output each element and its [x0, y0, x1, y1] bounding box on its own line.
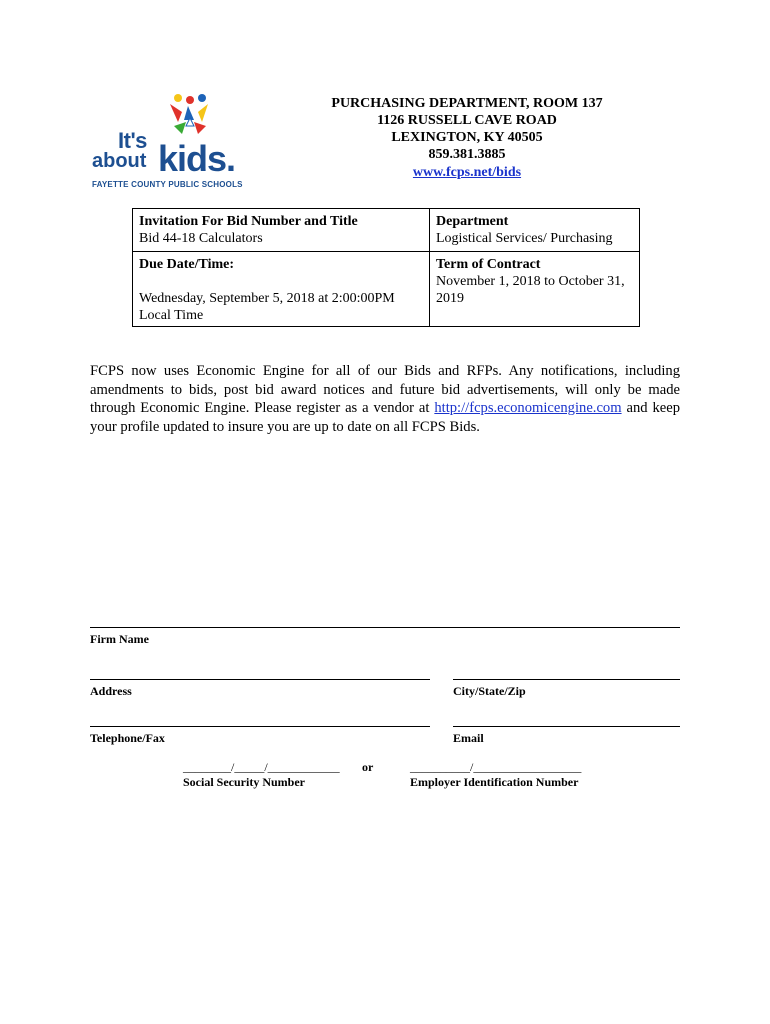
economic-engine-link[interactable]: http://fcps.economicengine.com — [434, 400, 622, 416]
website-link[interactable]: www.fcps.net/bids — [412, 165, 522, 180]
notice-text-2: and keep your profile updated to insure you are up to date on all FCPS Bids. — [90, 400, 680, 435]
city-state-zip-label: City/State/Zip — [453, 684, 526, 698]
ifb-cell — [133, 209, 430, 252]
term-cell — [430, 252, 639, 326]
telephone-fax-line[interactable] — [90, 726, 430, 727]
due-value: Wednesday, September 5, 2018 at 2:00:00PM Local Time — [139, 291, 395, 323]
header-street: 1126 RUSSELL CAVE ROAD — [377, 113, 557, 128]
ifb-heading: Invitation For Bid Number and Title — [139, 214, 358, 229]
firm-name-line[interactable] — [90, 627, 680, 628]
address-label: Address — [90, 684, 132, 698]
header-city: LEXINGTON, KY 40505 — [391, 130, 543, 145]
bid-info-table — [132, 208, 640, 327]
telephone-fax-label: Telephone/Fax — [90, 731, 165, 745]
address-line[interactable] — [90, 679, 430, 680]
due-cell — [133, 252, 430, 326]
email-line[interactable] — [453, 726, 680, 727]
city-state-zip-line[interactable] — [453, 679, 680, 680]
ifb-value: Bid 44-18 Calculators — [139, 231, 263, 246]
logo-text-district: FAYETTE COUNTY PUBLIC SCHOOLS — [92, 180, 243, 189]
logo-text-kids: kids. — [158, 138, 236, 179]
email-label: Email — [453, 731, 484, 745]
term-heading: Term of Contract — [436, 257, 541, 272]
ein-label: Employer Identification Number — [410, 775, 579, 789]
department-cell — [430, 209, 639, 252]
or-label: or — [362, 760, 374, 774]
term-value: November 1, 2018 to October 31, 2019 — [436, 274, 625, 306]
notice-text-1: FCPS now uses Economic Engine for all of our Bids and RFPs. Any notifications, including amendments to bids, post bid award notices and future bid advertisements, will only be made through Economic Engine. Please register as a vendor at — [90, 363, 680, 416]
due-heading: Due Date/Time: — [139, 257, 234, 272]
ssn-label: Social Security Number — [183, 775, 305, 789]
ssn-blank[interactable]: ________/_____/____________ — [183, 760, 340, 774]
economic-engine-notice — [90, 362, 680, 436]
header-department: PURCHASING DEPARTMENT, ROOM 137 — [331, 96, 603, 111]
firm-name-label: Firm Name — [90, 632, 149, 646]
header-phone: 859.381.3885 — [428, 147, 506, 162]
logo-text-its: It's — [118, 128, 147, 153]
department-heading: Department — [436, 214, 509, 229]
header-website — [300, 164, 634, 181]
logo-text-about: about — [92, 150, 147, 172]
department-value: Logistical Services/ Purchasing — [436, 231, 613, 246]
ein-blank[interactable]: __________/__________________ — [410, 760, 582, 774]
